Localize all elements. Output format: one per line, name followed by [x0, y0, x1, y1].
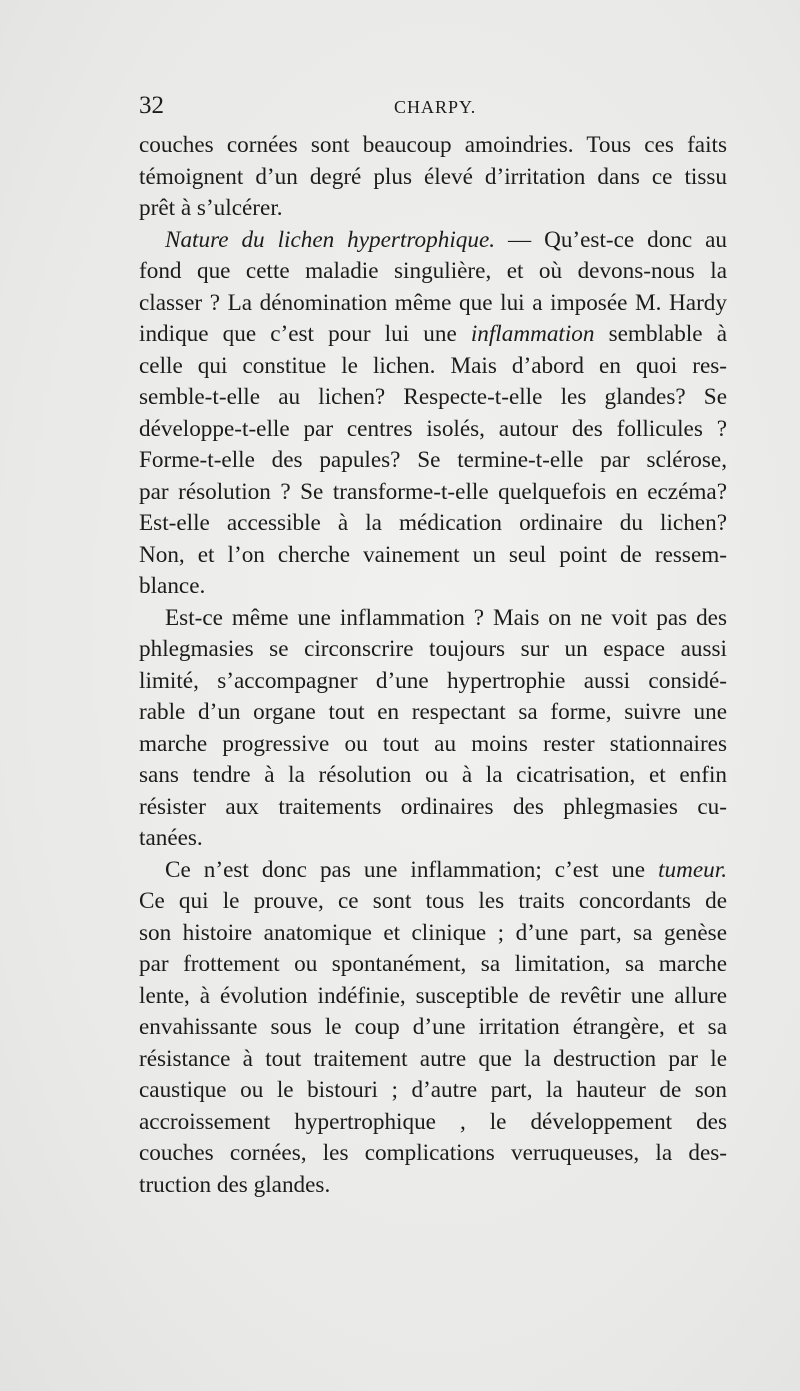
text-line: Ce qui le prouve, ce sont tous les traits concordants de [139, 888, 727, 914]
text-line: rable d’un organe tout en respectant sa forme, suivre une [139, 699, 727, 725]
text-line: indique que c’est pour lui une inflammation semblable à [139, 321, 727, 347]
paragraph-4 [139, 855, 727, 1202]
text-line: Forme-t-elle des papules? Se termine-t-elle par sclérose, [139, 447, 727, 473]
text-line: truction des glandes. [139, 1171, 331, 1198]
paragraph-2 [139, 225, 727, 603]
text-line: tanées. [139, 825, 203, 851]
text-line: Non, et l’on cherche vainement un seul point de ressem- [139, 541, 727, 568]
text-line: Nature du lichen hypertrophique. — Qu’est-ce donc au [165, 226, 727, 253]
text-line: par frottement ou spontanément, sa limitation, sa marche [139, 951, 727, 977]
text-line: Est-elle accessible à la médication ordinaire du lichen? [139, 510, 727, 536]
text-line: résistance à tout traitement autre que la destruction par le [139, 1045, 727, 1072]
text-line: sans tendre à la résolution ou à la cicatrisation, et enfin [139, 762, 727, 788]
text-line: prêt à s’ulcérer. [139, 195, 283, 221]
section-heading: Nature du lichen hypertrophique. [165, 226, 496, 253]
text-line: classer ? La dénomination même que lui a imposée M. Hardy [139, 289, 727, 316]
text-line: limité, s’accompagner d’une hypertrophie aussi considé- [139, 667, 727, 694]
text-line: lente, à évolution indéfinie, susceptible de revêtir une allure [139, 982, 727, 1009]
text-line: celle qui constitue le lichen. Mais d’abord en quoi res- [139, 352, 727, 379]
text-line: développe-t-elle par centres isolés, autour des follicules ? [139, 415, 727, 442]
text-line: résister aux traitements ordinaires des phlegmasies cu- [139, 793, 727, 820]
text-line: caustique ou le bistouri ; d’autre part, la hauteur de son [139, 1077, 727, 1103]
text-line: son histoire anatomique et clinique ; d’une part, sa genèse [139, 919, 727, 946]
italic-term: tumeur. [658, 856, 727, 883]
text-line: fond que cette maladie singulière, et où devons-nous la [139, 258, 727, 284]
text-line: Ce n’est donc pas une inflammation; c’est une tumeur. [165, 856, 727, 883]
text-line: accroissement hypertrophique , le développement des [139, 1108, 727, 1135]
italic-term: inflammation [470, 321, 595, 347]
running-head: CHARPY. [394, 97, 477, 117]
text-line: témoignent d’un degré plus élevé d’irritation dans ce tissu [139, 163, 727, 190]
text-line: phlegmasies se circonscrire toujours sur un espace aussi [139, 636, 727, 662]
text-line: Est-ce même une inflammation ? Mais on ne voit pas des [165, 604, 727, 631]
text-line: couches cornées, les complications verruqueuses, la des- [139, 1140, 727, 1166]
text-line: semble-t-elle au lichen? Respecte-t-elle les glandes? Se [139, 384, 727, 410]
page-number: 32 [139, 92, 164, 119]
body-text [139, 130, 727, 1201]
paragraph-1 [139, 130, 727, 225]
text-line: blance. [139, 573, 206, 599]
text-line: marche progressive ou tout au moins rester stationnaires [139, 730, 727, 757]
text-line: par résolution ? Se transforme-t-elle quelquefois en eczéma? [139, 478, 727, 505]
paragraph-3 [139, 603, 727, 855]
text-line: envahissante sous le coup d’une irritation étrangère, et sa [139, 1014, 727, 1040]
text-line: couches cornées sont beaucoup amoindries. Tous ces faits [139, 132, 727, 158]
